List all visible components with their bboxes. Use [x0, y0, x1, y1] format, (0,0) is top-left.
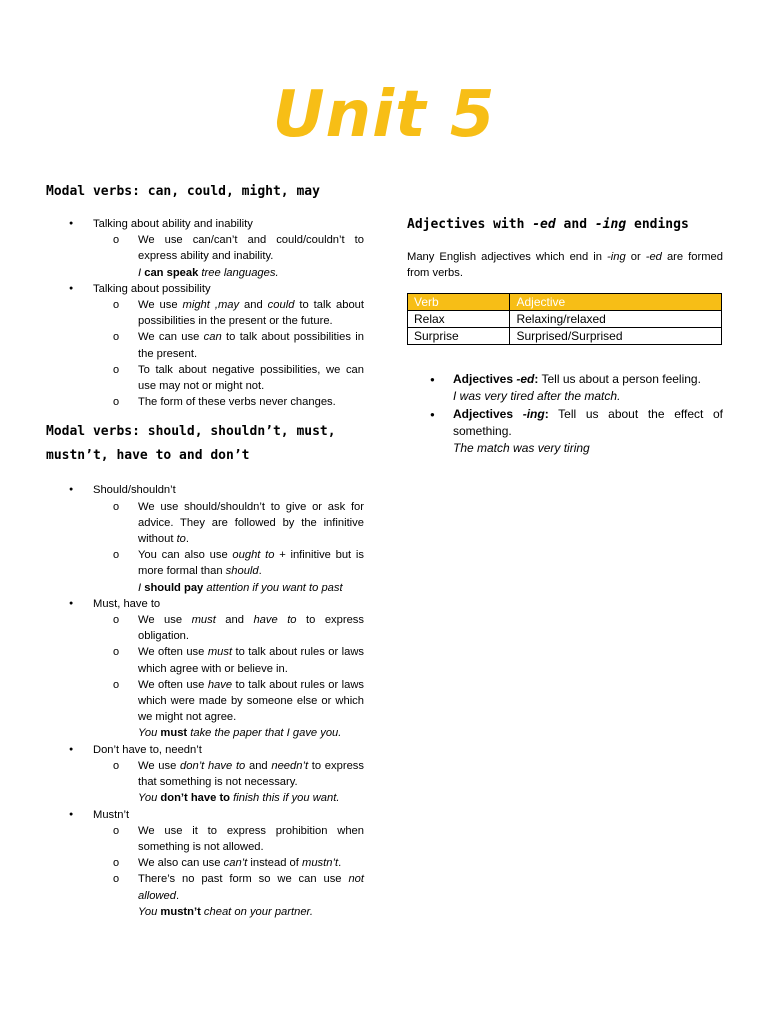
- table-row: [408, 311, 722, 328]
- table-cell: Relax: [408, 311, 510, 328]
- heading-adjectives: Adjectives with -ed and -ing endings: [407, 217, 689, 232]
- sub-item-mustnt-3: o There’s no past form so we can use not allowed. You mustn’t cheat on your partner.: [91, 871, 364, 920]
- example-ed: I was very tired after the match.: [453, 389, 621, 403]
- list-item-should: ● Should/shouldn’t o We use should/shouldn’t to give or ask for advice. They are followed by the infinitive without to. o You can also use ought to + infinitive but is more formal than should. I should pay attention if you want to past: [46, 482, 364, 595]
- table-cell: Relaxing/relaxed: [510, 311, 722, 328]
- list-item-ing: ● Adjectives -ing: Tell us about the effect of something. The match was very tiring: [407, 406, 723, 457]
- list-should-must: [46, 482, 364, 919]
- list-item-ed: ● Adjectives -ed: Tell us about a person feeling. I was very tired after the match.: [407, 371, 723, 405]
- sub-item-mustnt-2: o We also can use can’t instead of mustn’t.: [91, 855, 364, 871]
- example-mustnt: You mustn’t cheat on your partner.: [138, 905, 313, 918]
- list-item-dont-have-to: ● Don’t have to, needn’t o We use don’t have to and needn’t to express that something is not necessary. You don’t have to finish this if you want.: [46, 742, 364, 807]
- sub-item-should-1: o We use should/shouldn’t to give or ask for advice. They are followed by the infinitive without to.: [91, 499, 364, 548]
- adjectives-intro: Many English adjectives which end in -ing or -ed are formed from verbs.: [407, 251, 723, 279]
- sub-item-must-2: o We often use must to talk about rules or laws which agree with or believe in.: [91, 644, 364, 676]
- heading-modal-can: Modal verbs: can, could, might, may: [46, 184, 320, 199]
- sub-item-must-1: o We use must and have to to express obligation.: [91, 612, 364, 644]
- heading-modal-should: Modal verbs: should, shouldn’t, must, mustn’t, have to and don’t: [46, 424, 336, 464]
- list-item-must: ● Must, have to o We use must and have to to express obligation. o We often use must to talk about rules or laws which agree with or believe in. o We often use have to talk about rules or laws which were made by someone else or which we might not agree. You must take the paper that I gave you.: [46, 596, 364, 742]
- sub-item-dont-have-1: o We use don’t have to and needn’t to express that something is not necessary. You don’t have to finish this if you want.: [91, 758, 364, 807]
- example-should: I should pay attention if you want to past: [138, 581, 343, 594]
- sub-item-ability-1: o We use can/can’t and could/couldn’t to express ability and inability. I can speak tree languages.: [91, 232, 364, 281]
- adjective-rules-list: [407, 371, 723, 457]
- table-row: [408, 328, 722, 345]
- table-header-row: [408, 294, 722, 311]
- table-header-verb: Verb: [408, 294, 510, 311]
- list-can-could: [46, 216, 364, 410]
- example-ing: The match was very tiring: [453, 441, 590, 455]
- table-cell: Surprised/Surprised: [510, 328, 722, 345]
- right-column: [407, 213, 723, 458]
- sub-item-possibility-4: o The form of these verbs never changes.: [91, 394, 364, 410]
- list-item-mustnt: ● Mustn’t o We use it to express prohibition when something is not allowed. o We also can use can’t instead of mustn’t. o There’s no past form so we can use not allowed. You mustn’t cheat on your partner.: [46, 807, 364, 920]
- unit-title: Unit 5: [272, 78, 496, 152]
- sub-item-possibility-1: o We use might ,may and could to talk about possibilities in the present or the future.: [91, 297, 364, 329]
- example-ability: I can speak tree languages.: [138, 266, 279, 279]
- left-column: [46, 180, 364, 920]
- adjectives-table: [407, 293, 722, 345]
- sub-item-should-2: o You can also use ought to + infinitive but is more formal than should. I should pay attention if you want to past: [91, 547, 364, 596]
- list-item-possibility: ● Talking about possibility o We use might ,may and could to talk about possibilities in the present or the future. o We can use can to talk about possibilities in the present. o To talk about negative possibilities, we can use may not or might not. o The form of these verbs never changes.: [46, 281, 364, 411]
- example-dont-have: You don’t have to finish this if you want.: [138, 792, 340, 805]
- sub-item-mustnt-1: o We use it to express prohibition when something is not allowed.: [91, 823, 364, 855]
- example-must: You must take the paper that I gave you.: [138, 727, 342, 740]
- table-header-adjective: Adjective: [510, 294, 722, 311]
- sub-item-possibility-2: o We can use can to talk about possibilities in the present.: [91, 329, 364, 361]
- list-item-ability: ● Talking about ability and inability o We use can/can’t and could/couldn’t to express ability and inability. I can speak tree languages.: [46, 216, 364, 281]
- sub-item-must-3: o We often use have to talk about rules or laws which were made by someone else or which we might not agree. You must take the paper that I gave you.: [91, 677, 364, 742]
- sub-item-possibility-3: o To talk about negative possibilities, we can use may not or might not.: [91, 362, 364, 394]
- table-cell: Surprise: [408, 328, 510, 345]
